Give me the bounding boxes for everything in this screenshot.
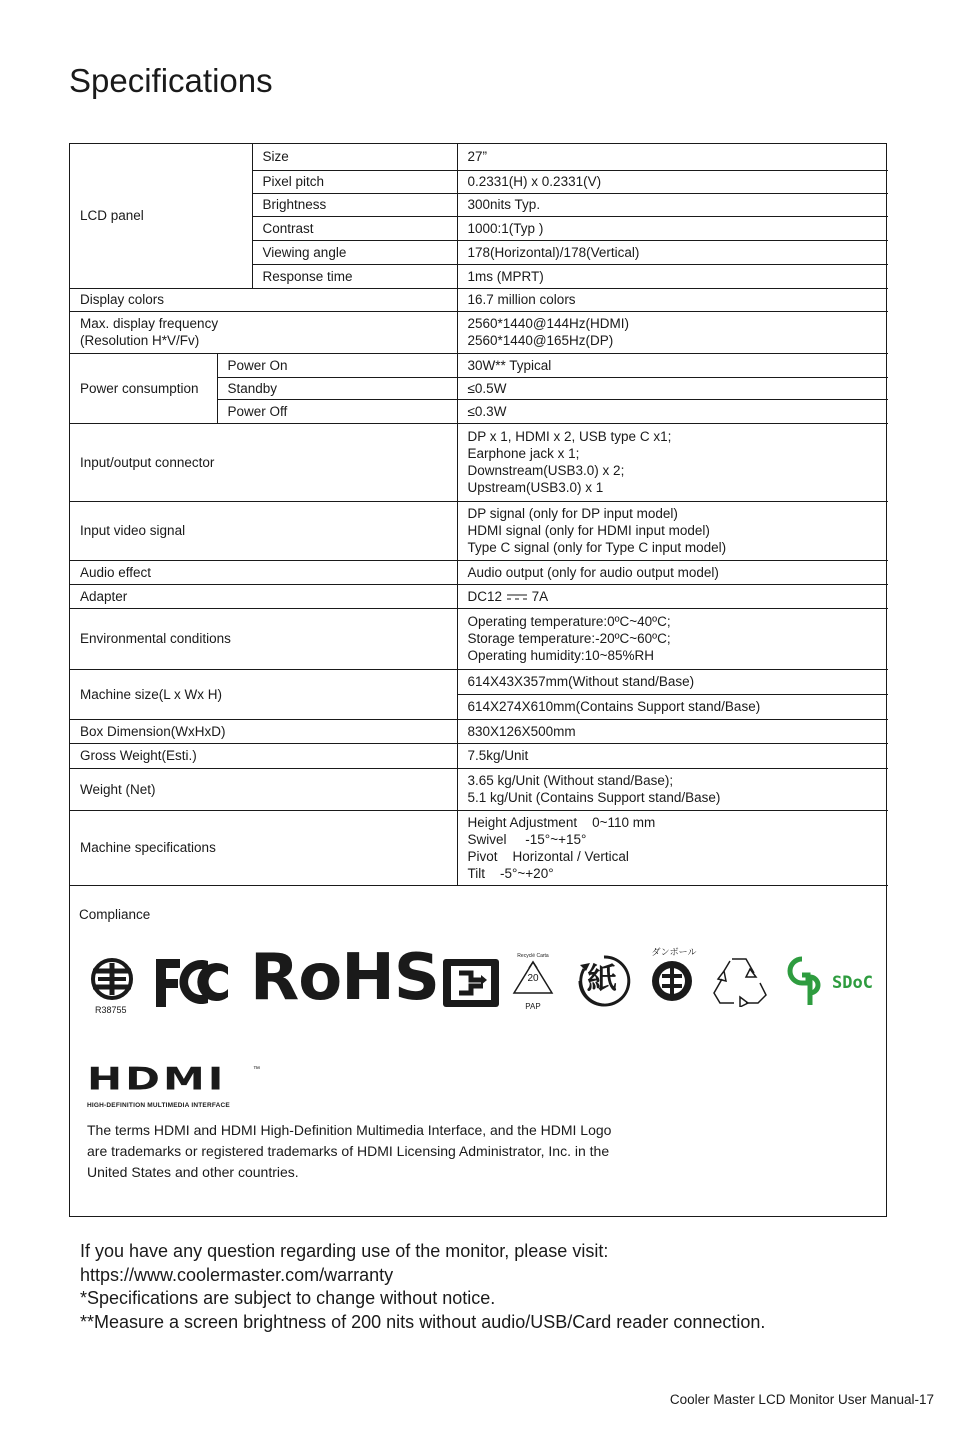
spec-sublabel-brightness: Brightness xyxy=(252,193,457,216)
note-brightness: **Measure a screen brightness of 200 nits without audio/USB/Card reader connection. xyxy=(80,1311,766,1332)
cardboard-mark-logo xyxy=(646,947,698,1009)
bsmi-logo xyxy=(86,957,138,1013)
page-title: Specifications xyxy=(69,62,273,99)
spec-value-max-frequency xyxy=(457,311,888,353)
footnotes xyxy=(80,1240,765,1334)
spec-value-adapter xyxy=(457,584,888,608)
spec-value-machine-size-1: 614X43X357mm(Without stand/Base) xyxy=(457,669,888,694)
spec-value-power-on: 30W** Typical xyxy=(457,353,888,377)
paper-mark-logo xyxy=(576,953,632,1014)
spec-label-audio-effect: Audio effect xyxy=(70,560,457,584)
spec-value-power-off: ≤0.3W xyxy=(457,399,888,423)
compliance-logos xyxy=(86,941,882,1017)
table-row xyxy=(70,608,888,669)
hdmi-trademark: ™ xyxy=(253,1066,260,1073)
spec-label-power-consumption: Power consumption xyxy=(70,353,217,423)
spec-label-net-weight: Weight (Net) xyxy=(70,768,457,810)
spec-sublabel-power-off: Power Off xyxy=(217,399,457,423)
spec-sublabel-standby: Standby xyxy=(217,377,457,399)
spec-value-box-dimension: 830X126X500mm xyxy=(457,719,888,743)
spec-label-input-video-signal: Input video signal xyxy=(70,501,457,560)
adapter-voltage: DC12 xyxy=(467,588,503,604)
danboru-label: ダンボール xyxy=(651,947,697,957)
recycle-logo xyxy=(710,953,768,1012)
table-row xyxy=(70,144,888,170)
spec-value-io-connector xyxy=(457,423,888,501)
note-line: The terms HDMI and HDMI High-Definition Multimedia Interface, and the HDMI Logo xyxy=(87,1122,612,1138)
spec-value-viewing-angle: 178(Horizontal)/178(Vertical) xyxy=(457,240,888,264)
table-row xyxy=(70,584,888,608)
spec-value-machine-size-2: 614X274X610mm(Contains Support stand/Base) xyxy=(457,694,888,719)
table-row xyxy=(70,743,888,768)
table-row xyxy=(70,768,888,810)
hdmi-wordmark xyxy=(87,1060,260,1100)
hdmi-word: HDMI xyxy=(87,1060,227,1097)
spec-table-frame xyxy=(69,143,887,1217)
hdmi-trademark-note xyxy=(87,1120,687,1183)
spec-sublabel-response-time: Response time xyxy=(252,264,457,288)
paper-kanji: 紙 xyxy=(587,963,617,996)
sdoc-text: SDoC xyxy=(832,973,873,993)
spec-value-standby: ≤0.5W xyxy=(457,377,888,399)
page-footer: Cooler Master LCD Monitor User Manual-17 xyxy=(669,1392,934,1407)
table-row xyxy=(70,501,888,560)
china-recycle-logo xyxy=(441,957,501,1014)
fcc-logo xyxy=(154,955,232,1016)
note-spec-change: *Specifications are subject to change without notice. xyxy=(80,1288,496,1308)
cardboard-recycle-icon xyxy=(649,958,695,1004)
bsmi-icon xyxy=(86,957,138,1001)
spec-value-line: Type C signal (only for Type C input model) xyxy=(467,540,727,555)
spec-value-line: Storage temperature:-20ºC~60ºC; xyxy=(467,631,671,646)
spec-value-line: Tilt -5°~+20° xyxy=(467,865,554,881)
spec-table xyxy=(70,144,888,886)
spec-label-box-dimension: Box Dimension(WxHxD) xyxy=(70,719,457,743)
spec-value-brightness: 300nits Typ. xyxy=(457,193,888,216)
spec-label-display-colors: Display colors xyxy=(70,288,457,311)
spec-sublabel-power-on: Power On xyxy=(217,353,457,377)
spec-value-line: 3.65 kg/Unit (Without stand/Base); xyxy=(467,773,674,788)
table-row xyxy=(70,423,888,501)
table-row xyxy=(70,719,888,743)
spec-sublabel-pixel-pitch: Pixel pitch xyxy=(252,170,457,193)
recycle-arrows-icon xyxy=(710,953,768,1007)
spec-value-line: 5.1 kg/Unit (Contains Support stand/Base) xyxy=(467,790,721,805)
table-row xyxy=(70,669,888,694)
fcc-icon xyxy=(154,955,232,1011)
spec-value-input-video-signal xyxy=(457,501,888,560)
spec-value-line: Operating temperature:0ºC~40ºC; xyxy=(467,614,671,629)
spec-label-adapter: Adapter xyxy=(70,584,457,608)
hdmi-logo xyxy=(87,1060,260,1109)
note-line: are trademarks or registered trademarks of HDMI Licensing Administrator, Inc. in the xyxy=(87,1143,610,1159)
spec-value-contrast: 1000:1(Typ ) xyxy=(457,216,888,240)
warranty-link[interactable]: https://www.coolermaster.com/warranty xyxy=(80,1264,394,1285)
spec-value-line: Operating humidity:10~85%RH xyxy=(467,648,654,663)
spec-label-gross-weight: Gross Weight(Esti.) xyxy=(70,743,457,768)
table-row xyxy=(70,810,888,885)
dc-symbol-icon xyxy=(506,593,528,601)
spec-value-response-time: 1ms (MPRT) xyxy=(457,264,888,288)
spec-value-environmental xyxy=(457,608,888,669)
spec-label-environmental: Environmental conditions xyxy=(70,608,457,669)
spec-value-size: 27” xyxy=(457,144,888,170)
spec-value-line: HDMI signal (only for HDMI input model) xyxy=(467,523,710,538)
spec-value-pixel-pitch: 0.2331(H) x 0.2331(V) xyxy=(457,170,888,193)
recycle-top-label: Recyclé Carta xyxy=(517,953,549,959)
china-recycle-icon xyxy=(441,957,501,1009)
spec-value-gross-weight: 7.5kg/Unit xyxy=(457,743,888,768)
recycle-bottom-label: PAP xyxy=(525,1002,541,1011)
spec-value-audio-effect: Audio output (only for audio output model) xyxy=(457,560,888,584)
spec-sublabel-contrast: Contrast xyxy=(252,216,457,240)
recycle-number: 20 xyxy=(527,973,539,984)
spec-value-machine-specifications xyxy=(457,810,888,885)
rohs-logo: RoHS xyxy=(250,941,439,1015)
note-warranty: If you have any question regarding use of the monitor, please visit: xyxy=(80,1241,609,1261)
spec-value-line: Downstream(USB3.0) x 2; xyxy=(467,463,625,478)
spec-value-display-colors: 16.7 million colors xyxy=(457,288,888,311)
spec-value-net-weight xyxy=(457,768,888,810)
spec-label-line: Max. display frequency xyxy=(80,316,219,331)
spec-label-io-connector: Input/output connector xyxy=(70,423,457,501)
spec-value-line: DP x 1, HDMI x 2, USB type C x1; xyxy=(467,429,672,444)
sdoc-gp-icon xyxy=(786,953,828,1009)
pap-recycle-logo xyxy=(510,953,556,1011)
spec-label-line: (Resolution H*V/Fv) xyxy=(80,333,200,348)
spec-label-machine-size: Machine size(L x Wx H) xyxy=(70,669,457,719)
spec-label-lcd-panel: LCD panel xyxy=(70,144,252,288)
spec-value-line: Pivot Horizontal / Vertical xyxy=(467,848,629,864)
adapter-current: 7A xyxy=(531,588,549,604)
table-row xyxy=(70,560,888,584)
spec-sublabel-viewing-angle: Viewing angle xyxy=(252,240,457,264)
compliance-label: Compliance xyxy=(79,907,151,922)
sdoc-logo xyxy=(786,953,873,1014)
spec-label-max-frequency xyxy=(70,311,457,353)
table-row xyxy=(70,288,888,311)
table-row xyxy=(70,353,888,377)
spec-value-line: 2560*1440@144Hz(HDMI) xyxy=(467,316,630,331)
hdmi-subtitle: HIGH-DEFINITION MULTIMEDIA INTERFACE xyxy=(87,1102,230,1109)
table-row xyxy=(70,311,888,353)
spec-value-line: Height Adjustment 0~110 mm xyxy=(467,814,656,830)
spec-value-line: 2560*1440@165Hz(DP) xyxy=(467,333,614,348)
spec-value-line: DP signal (only for DP input model) xyxy=(467,506,678,521)
spec-label-machine-specifications: Machine specifications xyxy=(70,810,457,885)
spec-sublabel-size: Size xyxy=(252,144,457,170)
spec-value-line: Earphone jack x 1; xyxy=(467,446,580,461)
note-line: United States and other countries. xyxy=(87,1164,299,1180)
spec-value-line: Upstream(USB3.0) x 1 xyxy=(467,480,604,495)
bsmi-code: R38755 xyxy=(95,1005,127,1015)
spec-value-line: Swivel -15°~+15° xyxy=(467,831,587,847)
